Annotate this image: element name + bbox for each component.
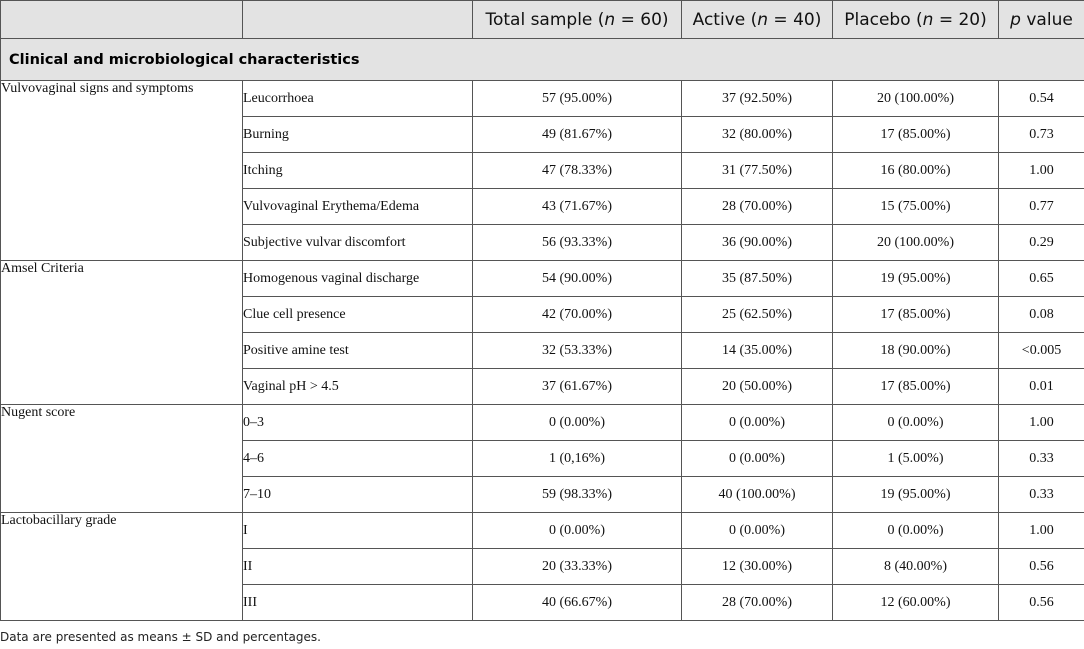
cell-active: 28 (70.00%) bbox=[682, 189, 833, 225]
cell-active: 0 (0.00%) bbox=[682, 513, 833, 549]
cell-active: 36 (90.00%) bbox=[682, 225, 833, 261]
cell-active: 25 (62.50%) bbox=[682, 297, 833, 333]
header-p-value bbox=[999, 1, 1084, 39]
cell-placebo: 19 (95.00%) bbox=[833, 477, 999, 513]
cell-placebo: 8 (40.00%) bbox=[833, 549, 999, 585]
cell-p-value: 0.33 bbox=[999, 477, 1084, 513]
cell-placebo: 12 (60.00%) bbox=[833, 585, 999, 621]
table-row bbox=[1, 81, 1084, 117]
cell-total: 54 (90.00%) bbox=[473, 261, 682, 297]
cell-p-value: 0.54 bbox=[999, 81, 1084, 117]
cell-total: 49 (81.67%) bbox=[473, 117, 682, 153]
cell-placebo: 20 (100.00%) bbox=[833, 225, 999, 261]
cell-placebo: 18 (90.00%) bbox=[833, 333, 999, 369]
header-placebo-val: = 20) bbox=[933, 9, 987, 30]
cell-placebo: 0 (0.00%) bbox=[833, 405, 999, 441]
cell-placebo: 19 (95.00%) bbox=[833, 261, 999, 297]
row-label: Leucorrhoea bbox=[243, 81, 473, 117]
header-total-n: n bbox=[604, 9, 616, 30]
cell-active: 12 (30.00%) bbox=[682, 549, 833, 585]
cell-active: 40 (100.00%) bbox=[682, 477, 833, 513]
cell-placebo: 0 (0.00%) bbox=[833, 513, 999, 549]
cell-p-value: 0.65 bbox=[999, 261, 1084, 297]
cell-total: 57 (95.00%) bbox=[473, 81, 682, 117]
cell-p-value: 1.00 bbox=[999, 405, 1084, 441]
cell-active: 14 (35.00%) bbox=[682, 333, 833, 369]
header-blank-2 bbox=[243, 1, 473, 39]
cell-p-value: 0.77 bbox=[999, 189, 1084, 225]
header-placebo-label: Placebo ( bbox=[844, 9, 923, 30]
cell-active: 35 (87.50%) bbox=[682, 261, 833, 297]
cell-total: 0 (0.00%) bbox=[473, 513, 682, 549]
row-label: Vaginal pH > 4.5 bbox=[243, 369, 473, 405]
cell-total: 43 (71.67%) bbox=[473, 189, 682, 225]
cell-p-value: 1.00 bbox=[999, 513, 1084, 549]
group-label: Amsel Criteria bbox=[1, 261, 243, 405]
table-row bbox=[1, 513, 1084, 549]
row-label: Itching bbox=[243, 153, 473, 189]
cell-placebo: 15 (75.00%) bbox=[833, 189, 999, 225]
header-p: p bbox=[1010, 9, 1021, 30]
cell-total: 42 (70.00%) bbox=[473, 297, 682, 333]
row-label: Burning bbox=[243, 117, 473, 153]
row-label: III bbox=[243, 585, 473, 621]
cell-p-value: 0.01 bbox=[999, 369, 1084, 405]
row-label: 0–3 bbox=[243, 405, 473, 441]
cell-total: 20 (33.33%) bbox=[473, 549, 682, 585]
table-footnote: Data are presented as means ± SD and percentages. bbox=[0, 630, 321, 644]
row-label: 7–10 bbox=[243, 477, 473, 513]
cell-p-value: 1.00 bbox=[999, 153, 1084, 189]
header-active-n: n bbox=[757, 9, 769, 30]
header-row bbox=[1, 1, 1084, 39]
row-label: 4–6 bbox=[243, 441, 473, 477]
header-total-sample bbox=[473, 1, 682, 39]
row-label: Clue cell presence bbox=[243, 297, 473, 333]
cell-active: 0 (0.00%) bbox=[682, 405, 833, 441]
table-row bbox=[1, 405, 1084, 441]
cell-p-value: 0.29 bbox=[999, 225, 1084, 261]
header-total-label: Total sample ( bbox=[485, 9, 605, 30]
cell-active: 0 (0.00%) bbox=[682, 441, 833, 477]
cell-placebo: 1 (5.00%) bbox=[833, 441, 999, 477]
cell-placebo: 17 (85.00%) bbox=[833, 117, 999, 153]
header-blank-1 bbox=[1, 1, 243, 39]
row-label: Homogenous vaginal discharge bbox=[243, 261, 473, 297]
cell-total: 32 (53.33%) bbox=[473, 333, 682, 369]
row-label: Vulvovaginal Erythema/Edema bbox=[243, 189, 473, 225]
cell-p-value: <0.005 bbox=[999, 333, 1084, 369]
table-row bbox=[1, 261, 1084, 297]
header-total-val: = 60) bbox=[615, 9, 669, 30]
cell-active: 20 (50.00%) bbox=[682, 369, 833, 405]
cell-placebo: 17 (85.00%) bbox=[833, 369, 999, 405]
row-label: Positive amine test bbox=[243, 333, 473, 369]
cell-active: 31 (77.50%) bbox=[682, 153, 833, 189]
cell-p-value: 0.73 bbox=[999, 117, 1084, 153]
row-label: Subjective vulvar discomfort bbox=[243, 225, 473, 261]
cell-total: 59 (98.33%) bbox=[473, 477, 682, 513]
cell-p-value: 0.56 bbox=[999, 585, 1084, 621]
cell-total: 40 (66.67%) bbox=[473, 585, 682, 621]
cell-placebo: 20 (100.00%) bbox=[833, 81, 999, 117]
row-label: I bbox=[243, 513, 473, 549]
cell-p-value: 0.08 bbox=[999, 297, 1084, 333]
row-label: II bbox=[243, 549, 473, 585]
header-active-label: Active ( bbox=[692, 9, 758, 30]
cell-p-value: 0.56 bbox=[999, 549, 1084, 585]
section-row bbox=[1, 39, 1084, 81]
cell-active: 37 (92.50%) bbox=[682, 81, 833, 117]
cell-active: 28 (70.00%) bbox=[682, 585, 833, 621]
group-label: Lactobacillary grade bbox=[1, 513, 243, 621]
header-placebo bbox=[833, 1, 999, 39]
cell-active: 32 (80.00%) bbox=[682, 117, 833, 153]
header-active-val: = 40) bbox=[768, 9, 822, 30]
header-active bbox=[682, 1, 833, 39]
cell-total: 0 (0.00%) bbox=[473, 405, 682, 441]
cell-total: 47 (78.33%) bbox=[473, 153, 682, 189]
group-label: Vulvovaginal signs and symptoms bbox=[1, 81, 243, 261]
cell-total: 37 (61.67%) bbox=[473, 369, 682, 405]
cell-placebo: 16 (80.00%) bbox=[833, 153, 999, 189]
cell-p-value: 0.33 bbox=[999, 441, 1084, 477]
cell-placebo: 17 (85.00%) bbox=[833, 297, 999, 333]
cell-total: 56 (93.33%) bbox=[473, 225, 682, 261]
section-title: Clinical and microbiological characteristics bbox=[1, 39, 1084, 81]
cell-total: 1 (0,16%) bbox=[473, 441, 682, 477]
group-label: Nugent score bbox=[1, 405, 243, 513]
header-p-value-label: value bbox=[1020, 9, 1073, 30]
header-placebo-n: n bbox=[922, 9, 934, 30]
